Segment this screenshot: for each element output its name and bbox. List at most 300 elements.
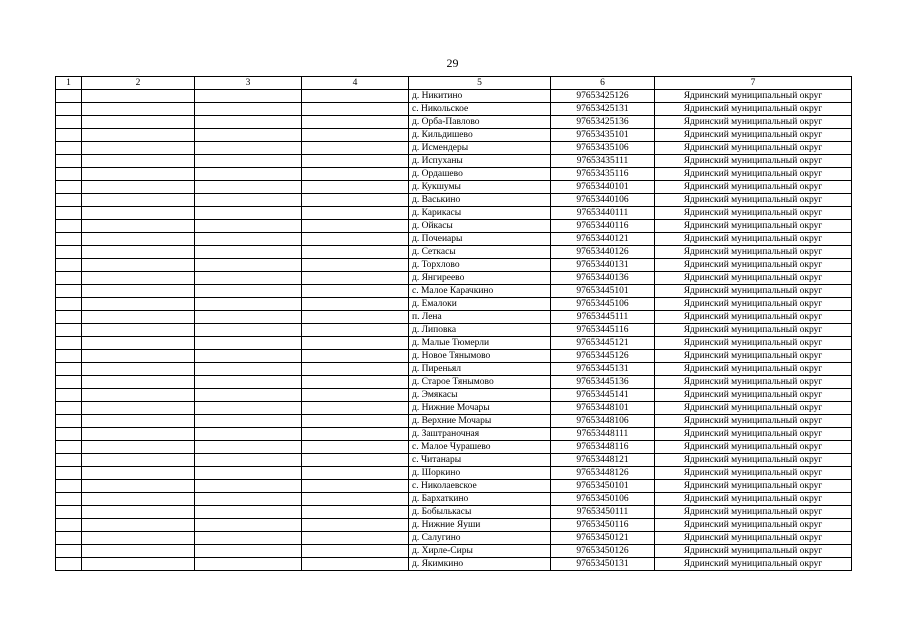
empty-cell [195, 441, 302, 454]
table-row [56, 207, 852, 220]
district-cell: Ядринский муниципальный округ [655, 90, 852, 103]
empty-cell [195, 90, 302, 103]
oktmo-code-cell: 97653450101 [551, 480, 655, 493]
district-cell: Ядринский муниципальный округ [655, 129, 852, 142]
table-row [56, 194, 852, 207]
empty-cell [195, 558, 302, 571]
empty-cell [56, 506, 82, 519]
empty-cell [82, 519, 195, 532]
empty-cell [82, 350, 195, 363]
empty-cell [302, 259, 409, 272]
empty-cell [82, 363, 195, 376]
oktmo-code-cell: 97653445116 [551, 324, 655, 337]
empty-cell [82, 532, 195, 545]
district-cell: Ядринский муниципальный округ [655, 220, 852, 233]
oktmo-code-cell: 97653448121 [551, 454, 655, 467]
settlement-name-cell: д. Пиреньял [409, 363, 551, 376]
settlement-name-cell: д. Испуханы [409, 155, 551, 168]
empty-cell [302, 350, 409, 363]
empty-cell [56, 155, 82, 168]
empty-cell [56, 311, 82, 324]
empty-cell [302, 506, 409, 519]
table-row [56, 428, 852, 441]
settlement-name-cell: д. Никитино [409, 90, 551, 103]
district-cell: Ядринский муниципальный округ [655, 376, 852, 389]
empty-cell [82, 116, 195, 129]
empty-cell [302, 428, 409, 441]
settlement-name-cell: с. Малое Чурашево [409, 441, 551, 454]
table-row [56, 415, 852, 428]
oktmo-code-cell: 97653445131 [551, 363, 655, 376]
empty-cell [56, 337, 82, 350]
settlement-name-cell: д. Янгиреево [409, 272, 551, 285]
empty-cell [82, 376, 195, 389]
empty-cell [302, 376, 409, 389]
empty-cell [56, 415, 82, 428]
empty-cell [302, 337, 409, 350]
empty-cell [56, 272, 82, 285]
column-number: 7 [655, 77, 852, 90]
oktmo-code-cell: 97653448106 [551, 415, 655, 428]
settlement-name-cell: д. Нижние Мочары [409, 402, 551, 415]
empty-cell [195, 103, 302, 116]
empty-cell [302, 207, 409, 220]
empty-cell [82, 467, 195, 480]
empty-cell [82, 194, 195, 207]
empty-cell [302, 402, 409, 415]
district-cell: Ядринский муниципальный округ [655, 181, 852, 194]
empty-cell [82, 129, 195, 142]
district-cell: Ядринский муниципальный округ [655, 454, 852, 467]
district-cell: Ядринский муниципальный округ [655, 246, 852, 259]
settlement-name-cell: д. Ойкасы [409, 220, 551, 233]
oktmo-code-cell: 97653450111 [551, 506, 655, 519]
table-row [56, 337, 852, 350]
oktmo-code-cell: 97653445106 [551, 298, 655, 311]
district-cell: Ядринский муниципальный округ [655, 207, 852, 220]
empty-cell [82, 441, 195, 454]
empty-cell [302, 90, 409, 103]
empty-cell [302, 233, 409, 246]
empty-cell [82, 142, 195, 155]
table-row [56, 558, 852, 571]
table-row [56, 480, 852, 493]
empty-cell [195, 389, 302, 402]
empty-cell [195, 376, 302, 389]
settlement-name-cell: с. Малое Карачкино [409, 285, 551, 298]
empty-cell [82, 220, 195, 233]
oktmo-code-cell: 97653448126 [551, 467, 655, 480]
settlement-name-cell: д. Почеиары [409, 233, 551, 246]
table-row [56, 181, 852, 194]
empty-cell [56, 220, 82, 233]
table-row [56, 285, 852, 298]
district-cell: Ядринский муниципальный округ [655, 558, 852, 571]
empty-cell [82, 428, 195, 441]
district-cell: Ядринский муниципальный округ [655, 428, 852, 441]
column-number: 2 [82, 77, 195, 90]
oktmo-code-cell: 97653445126 [551, 350, 655, 363]
oktmo-code-cell: 97653435111 [551, 155, 655, 168]
empty-cell [195, 467, 302, 480]
settlement-name-cell: д. Бобылькасы [409, 506, 551, 519]
empty-cell [302, 441, 409, 454]
empty-cell [302, 298, 409, 311]
table-row [56, 389, 852, 402]
empty-cell [195, 363, 302, 376]
settlement-name-cell: д. Заштраночная [409, 428, 551, 441]
district-cell: Ядринский муниципальный округ [655, 324, 852, 337]
empty-cell [302, 324, 409, 337]
empty-cell [82, 246, 195, 259]
empty-cell [82, 506, 195, 519]
oktmo-code-cell: 97653448116 [551, 441, 655, 454]
empty-cell [302, 246, 409, 259]
settlement-name-cell: с. Читанары [409, 454, 551, 467]
settlement-name-cell: д. Липовка [409, 324, 551, 337]
settlement-name-cell: д. Карикасы [409, 207, 551, 220]
empty-cell [195, 220, 302, 233]
empty-cell [195, 207, 302, 220]
table-row [56, 506, 852, 519]
empty-cell [302, 116, 409, 129]
table-row [56, 350, 852, 363]
empty-cell [56, 350, 82, 363]
empty-cell [56, 129, 82, 142]
empty-cell [302, 519, 409, 532]
empty-cell [195, 246, 302, 259]
oktmo-code-cell: 97653440126 [551, 246, 655, 259]
empty-cell [195, 480, 302, 493]
oktmo-code-cell: 97653435116 [551, 168, 655, 181]
page-number: 29 [446, 56, 459, 70]
oktmo-code-cell: 97653425126 [551, 90, 655, 103]
settlement-name-cell: д. Кукшумы [409, 181, 551, 194]
empty-cell [302, 194, 409, 207]
settlement-name-cell: д. Орба-Павлово [409, 116, 551, 129]
table-row [56, 311, 852, 324]
empty-cell [82, 493, 195, 506]
district-cell: Ядринский муниципальный округ [655, 402, 852, 415]
empty-cell [302, 454, 409, 467]
empty-cell [302, 311, 409, 324]
empty-cell [56, 207, 82, 220]
empty-cell [56, 558, 82, 571]
district-cell: Ядринский муниципальный округ [655, 467, 852, 480]
empty-cell [56, 402, 82, 415]
table-row [56, 142, 852, 155]
empty-cell [195, 402, 302, 415]
empty-cell [56, 519, 82, 532]
oktmo-code-cell: 97653450116 [551, 519, 655, 532]
district-cell: Ядринский муниципальный округ [655, 272, 852, 285]
empty-cell [82, 324, 195, 337]
district-cell: Ядринский муниципальный округ [655, 519, 852, 532]
empty-cell [195, 337, 302, 350]
empty-cell [56, 90, 82, 103]
column-number: 1 [56, 77, 82, 90]
district-cell: Ядринский муниципальный округ [655, 298, 852, 311]
oktmo-code-cell: 97653440101 [551, 181, 655, 194]
empty-cell [82, 298, 195, 311]
empty-cell [82, 480, 195, 493]
empty-cell [56, 441, 82, 454]
empty-cell [56, 532, 82, 545]
district-cell: Ядринский муниципальный округ [655, 155, 852, 168]
empty-cell [302, 558, 409, 571]
district-cell: Ядринский муниципальный округ [655, 506, 852, 519]
empty-cell [195, 324, 302, 337]
district-cell: Ядринский муниципальный округ [655, 532, 852, 545]
empty-cell [195, 311, 302, 324]
empty-cell [56, 116, 82, 129]
settlement-name-cell: д. Нижние Яуши [409, 519, 551, 532]
empty-cell [302, 493, 409, 506]
table-row [56, 532, 852, 545]
oktmo-code-cell: 97653450106 [551, 493, 655, 506]
empty-cell [195, 298, 302, 311]
empty-cell [56, 467, 82, 480]
district-cell: Ядринский муниципальный округ [655, 493, 852, 506]
table-row [56, 129, 852, 142]
empty-cell [195, 168, 302, 181]
oktmo-code-cell: 97653440131 [551, 259, 655, 272]
column-number: 6 [551, 77, 655, 90]
settlement-name-cell: д. Малые Тюмерли [409, 337, 551, 350]
table-row [56, 298, 852, 311]
empty-cell [56, 298, 82, 311]
empty-cell [82, 337, 195, 350]
empty-cell [56, 246, 82, 259]
oktmo-code-cell: 97653440116 [551, 220, 655, 233]
empty-cell [56, 480, 82, 493]
table-row [56, 90, 852, 103]
oktmo-code-cell: 97653450126 [551, 545, 655, 558]
district-cell: Ядринский муниципальный округ [655, 389, 852, 402]
empty-cell [302, 272, 409, 285]
oktmo-code-cell: 97653425131 [551, 103, 655, 116]
empty-cell [82, 233, 195, 246]
settlement-name-cell: п. Лена [409, 311, 551, 324]
empty-cell [56, 454, 82, 467]
district-cell: Ядринский муниципальный округ [655, 285, 852, 298]
settlement-name-cell: д. Ордашево [409, 168, 551, 181]
empty-cell [82, 207, 195, 220]
oktmo-code-cell: 97653440111 [551, 207, 655, 220]
empty-cell [82, 454, 195, 467]
empty-cell [82, 168, 195, 181]
empty-cell [195, 259, 302, 272]
empty-cell [56, 194, 82, 207]
settlement-name-cell: д. Емалоки [409, 298, 551, 311]
empty-cell [195, 454, 302, 467]
district-cell: Ядринский муниципальный округ [655, 480, 852, 493]
empty-cell [82, 545, 195, 558]
settlement-name-cell: д. Салугино [409, 532, 551, 545]
column-number: 5 [409, 77, 551, 90]
empty-cell [195, 272, 302, 285]
oktmo-code-cell: 97653445121 [551, 337, 655, 350]
empty-cell [302, 389, 409, 402]
empty-cell [56, 389, 82, 402]
oktmo-code-cell: 97653445136 [551, 376, 655, 389]
settlement-name-cell: д. Исмендеры [409, 142, 551, 155]
empty-cell [302, 363, 409, 376]
column-number: 3 [195, 77, 302, 90]
column-number: 4 [302, 77, 409, 90]
oktmo-code-cell: 97653445101 [551, 285, 655, 298]
district-cell: Ядринский муниципальный округ [655, 194, 852, 207]
settlement-name-cell: д. Верхние Мочары [409, 415, 551, 428]
empty-cell [56, 285, 82, 298]
empty-cell [195, 181, 302, 194]
district-cell: Ядринский муниципальный округ [655, 337, 852, 350]
table-row [56, 168, 852, 181]
district-cell: Ядринский муниципальный округ [655, 545, 852, 558]
table-row [56, 220, 852, 233]
settlement-name-cell: д. Эмякасы [409, 389, 551, 402]
empty-cell [195, 532, 302, 545]
empty-cell [302, 168, 409, 181]
empty-cell [302, 103, 409, 116]
district-cell: Ядринский муниципальный округ [655, 311, 852, 324]
empty-cell [82, 389, 195, 402]
empty-cell [82, 90, 195, 103]
settlement-name-cell: д. Старое Тянымово [409, 376, 551, 389]
empty-cell [302, 480, 409, 493]
oktmo-code-cell: 97653440121 [551, 233, 655, 246]
empty-cell [56, 363, 82, 376]
empty-cell [56, 545, 82, 558]
empty-cell [56, 324, 82, 337]
district-cell: Ядринский муниципальный округ [655, 168, 852, 181]
empty-cell [195, 129, 302, 142]
oktmo-code-cell: 97653425136 [551, 116, 655, 129]
empty-cell [195, 350, 302, 363]
empty-cell [56, 142, 82, 155]
empty-cell [82, 311, 195, 324]
empty-cell [56, 493, 82, 506]
settlement-name-cell: д. Хирле-Сиры [409, 545, 551, 558]
oktmo-code-cell: 97653450121 [551, 532, 655, 545]
oktmo-code-cell: 97653435101 [551, 129, 655, 142]
table-row [56, 272, 852, 285]
empty-cell [195, 142, 302, 155]
empty-cell [195, 493, 302, 506]
empty-cell [302, 129, 409, 142]
settlement-name-cell: д. Торхлово [409, 259, 551, 272]
settlement-name-cell: с. Никольское [409, 103, 551, 116]
empty-cell [56, 181, 82, 194]
empty-cell [82, 272, 195, 285]
empty-cell [195, 545, 302, 558]
empty-cell [302, 181, 409, 194]
table-row [56, 246, 852, 259]
empty-cell [82, 103, 195, 116]
table-row [56, 233, 852, 246]
table-row [56, 454, 852, 467]
empty-cell [56, 168, 82, 181]
oktmo-code-cell: 97653448101 [551, 402, 655, 415]
oktmo-code-cell: 97653445111 [551, 311, 655, 324]
empty-cell [302, 467, 409, 480]
empty-cell [82, 285, 195, 298]
empty-cell [195, 194, 302, 207]
district-cell: Ядринский муниципальный округ [655, 415, 852, 428]
table-row [56, 545, 852, 558]
empty-cell [302, 415, 409, 428]
empty-cell [82, 402, 195, 415]
settlement-name-cell: д. Якимкино [409, 558, 551, 571]
empty-cell [56, 428, 82, 441]
table-row [56, 402, 852, 415]
table-row [56, 363, 852, 376]
district-cell: Ядринский муниципальный округ [655, 103, 852, 116]
empty-cell [302, 155, 409, 168]
table-row [56, 324, 852, 337]
oktmo-code-cell: 97653435106 [551, 142, 655, 155]
table-row [56, 116, 852, 129]
district-cell: Ядринский муниципальный округ [655, 441, 852, 454]
oktmo-code-cell: 97653440106 [551, 194, 655, 207]
district-cell: Ядринский муниципальный округ [655, 350, 852, 363]
settlement-name-cell: с. Николаевское [409, 480, 551, 493]
empty-cell [302, 532, 409, 545]
district-cell: Ядринский муниципальный округ [655, 259, 852, 272]
district-cell: Ядринский муниципальный округ [655, 363, 852, 376]
empty-cell [195, 116, 302, 129]
empty-cell [302, 285, 409, 298]
empty-cell [195, 506, 302, 519]
table-row [56, 103, 852, 116]
district-cell: Ядринский муниципальный округ [655, 233, 852, 246]
oktmo-code-cell: 97653448111 [551, 428, 655, 441]
settlement-name-cell: д. Бархаткино [409, 493, 551, 506]
empty-cell [82, 181, 195, 194]
empty-cell [56, 103, 82, 116]
settlement-name-cell: д. Васькино [409, 194, 551, 207]
empty-cell [82, 415, 195, 428]
column-number-row [56, 77, 852, 90]
empty-cell [56, 376, 82, 389]
table-row [56, 376, 852, 389]
settlements-table [55, 76, 852, 571]
empty-cell [82, 155, 195, 168]
settlement-name-cell: д. Новое Тянымово [409, 350, 551, 363]
empty-cell [195, 519, 302, 532]
empty-cell [302, 220, 409, 233]
empty-cell [195, 428, 302, 441]
empty-cell [302, 545, 409, 558]
empty-cell [195, 415, 302, 428]
table-row [56, 441, 852, 454]
empty-cell [195, 233, 302, 246]
table-row [56, 155, 852, 168]
table-row [56, 493, 852, 506]
empty-cell [82, 558, 195, 571]
district-cell: Ядринский муниципальный округ [655, 116, 852, 129]
oktmo-code-cell: 97653440136 [551, 272, 655, 285]
settlement-name-cell: д. Сеткасы [409, 246, 551, 259]
district-cell: Ядринский муниципальный округ [655, 142, 852, 155]
empty-cell [302, 142, 409, 155]
empty-cell [82, 259, 195, 272]
oktmo-code-cell: 97653450131 [551, 558, 655, 571]
table-row [56, 259, 852, 272]
empty-cell [56, 259, 82, 272]
empty-cell [195, 155, 302, 168]
empty-cell [56, 233, 82, 246]
